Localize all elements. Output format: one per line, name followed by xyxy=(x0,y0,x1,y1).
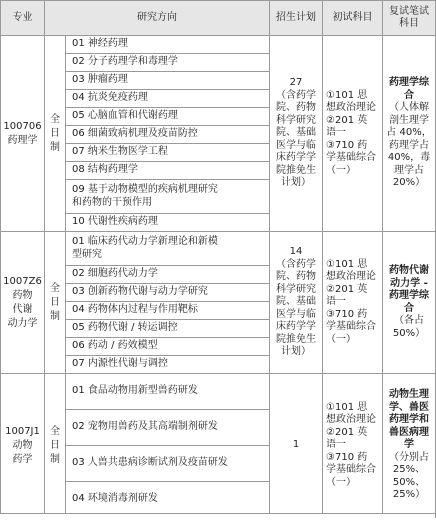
plan-line: 医学与临 xyxy=(276,308,316,320)
exam-line: 想政治理论 xyxy=(326,102,376,114)
review-note: （人体解剖生理学占 40%，药理学占 40%，毒理学占 20%） xyxy=(386,102,432,189)
direction-cell: 01 食品动物用新型兽药研发 xyxy=(66,374,270,410)
exam-line: （一） xyxy=(326,164,356,176)
exam-line: ①101 思 xyxy=(326,89,368,101)
direction-cell: 03 创新药物代谢与动力学研究 xyxy=(66,284,270,302)
review-note: （各占 50%） xyxy=(392,315,426,339)
direction-cell: 01 临床药代动力学新理论和新模 型研究 xyxy=(66,232,270,266)
direction-cell: 02 分子药理学和毒理学 xyxy=(66,54,270,72)
mode-cell: 全 日 制 xyxy=(45,232,66,374)
exam-line: ③710 药 xyxy=(326,139,368,151)
direction-cell: 06 细菌致病机理及疫苗防控 xyxy=(66,126,270,144)
header-direction: 研究方向 xyxy=(45,1,270,36)
plan-line: 院、基础 xyxy=(276,127,316,139)
review-cell xyxy=(383,36,436,232)
exam-line: 语一 xyxy=(326,127,346,139)
review-subject: 药理学综合 xyxy=(389,77,429,101)
plan-line: 14 xyxy=(289,246,303,258)
table-row xyxy=(1,232,436,266)
exam-cell xyxy=(323,374,383,518)
plan-line: 计划） xyxy=(281,346,311,358)
direction-cell: 09 基于动物模型的疾病机理研究 和药物的干预作用 xyxy=(66,180,270,214)
major-cell: 1007Z6 药物 代谢 动力学 xyxy=(1,232,45,374)
direction-cell: 02 细胞药代动力学 xyxy=(66,266,270,284)
major-cell: 100706 药理学 xyxy=(1,36,45,232)
mode-cell: 全 日 制 xyxy=(45,374,66,518)
direction-cell: 05 心脑血管和代谢药理 xyxy=(66,108,270,126)
direction-cell: 03 肿瘤药理 xyxy=(66,72,270,90)
plan-line: 院推免生 xyxy=(276,333,316,345)
direction-cell: 04 环境消毒剂研发 xyxy=(66,482,270,518)
direction-cell: 06 药动 / 药效模型 xyxy=(66,338,270,356)
review-subject: 动物生理学、兽医药理学和兽医病理学 xyxy=(389,389,429,451)
plan-line: 计划） xyxy=(281,177,311,189)
plan-line: 1 xyxy=(292,439,300,451)
plan-line: 科学研究 xyxy=(276,283,316,295)
mode-cell: 全 日 制 xyxy=(45,36,66,232)
review-cell xyxy=(383,374,436,518)
exam-cell xyxy=(323,36,383,232)
plan-line: 院、药物 xyxy=(276,102,316,114)
direction-cell: 03 人兽共患病诊断试剂及疫苗研发 xyxy=(66,446,270,482)
exam-line: ①101 思 xyxy=(326,258,368,270)
exam-cell xyxy=(323,232,383,374)
table-row xyxy=(1,36,436,54)
direction-cell: 02 宠物用兽药及其高端制剂研发 xyxy=(66,410,270,446)
plan-line: 床药学学 xyxy=(276,321,316,333)
exam-line: ②201 英 xyxy=(326,283,368,295)
plan-cell xyxy=(270,36,323,232)
plan-line: 床药学学 xyxy=(276,152,316,164)
plan-line: （含药学 xyxy=(276,89,316,101)
direction-cell: 07 纳米生物医学工程 xyxy=(66,144,270,162)
direction-cell: 07 内源性代谢与调控 xyxy=(66,356,270,374)
direction-cell: 04 抗炎免疫药理 xyxy=(66,90,270,108)
header-major: 专业 xyxy=(1,1,45,36)
header-plan: 招生计划 xyxy=(270,1,323,36)
exam-line: 语一 xyxy=(326,439,346,451)
review-subject: 药物代谢动力学 - 药理学综合 xyxy=(389,265,429,314)
direction-cell: 04 药物体内过程与作用靶标 xyxy=(66,302,270,320)
review-cell xyxy=(383,232,436,374)
plan-line: 院、药物 xyxy=(276,271,316,283)
header-review: 复试笔试 科目 xyxy=(383,1,436,36)
exam-line: ③710 药 xyxy=(326,451,368,463)
header-row xyxy=(1,1,436,36)
exam-line: （一） xyxy=(326,333,356,345)
plan-line: （含药学 xyxy=(276,258,316,270)
direction-cell: 05 药物代谢 / 转运调控 xyxy=(66,320,270,338)
plan-line: 27 xyxy=(289,77,303,89)
plan-line: 院推免生 xyxy=(276,164,316,176)
plan-line: 院、基础 xyxy=(276,296,316,308)
header-exam: 初试科目 xyxy=(323,1,383,36)
exam-line: ②201 英 xyxy=(326,426,368,438)
plan-cell xyxy=(270,232,323,374)
exam-line: 学基础综合 xyxy=(326,321,376,333)
exam-line: 学基础综合 xyxy=(326,152,376,164)
major-cell: 1007J1 动物 药学 xyxy=(1,374,45,518)
exam-line: ③710 药 xyxy=(326,308,368,320)
exam-line: 学基础综合 xyxy=(326,464,376,476)
direction-cell: 01 神经药理 xyxy=(66,36,270,54)
plan-line: 医学与临 xyxy=(276,139,316,151)
exam-line: 想政治理论 xyxy=(326,271,376,283)
direction-cell: 10 代谢性疾病药理 xyxy=(66,214,270,232)
exam-line: 语一 xyxy=(326,296,346,308)
plan-line: 科学研究 xyxy=(276,114,316,126)
direction-cell: 08 结构药理学 xyxy=(66,162,270,180)
exam-line: 想政治理论 xyxy=(326,414,376,426)
exam-line: ①101 思 xyxy=(326,401,368,413)
exam-line: ②201 英 xyxy=(326,114,368,126)
plan-cell xyxy=(270,374,323,518)
table-row xyxy=(1,374,436,410)
exam-line: （一） xyxy=(326,476,356,488)
review-note: （分别占 25%、50%、25%） xyxy=(389,451,429,501)
